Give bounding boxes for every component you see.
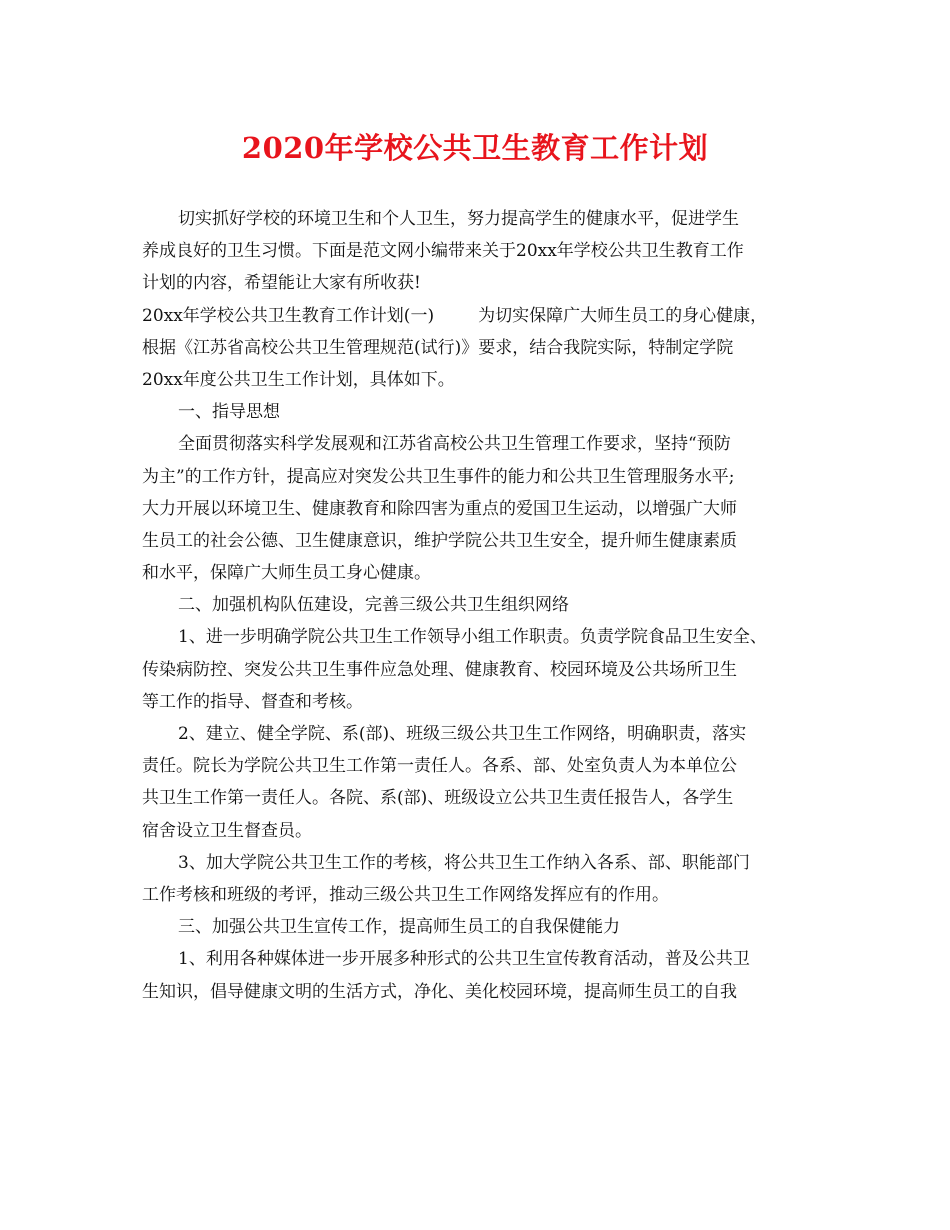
paragraph-line: 根据《江苏省高校公共卫生管理规范(试行)》要求，结合我院实际，特制定学院 <box>142 337 734 358</box>
paragraph-line: 生员工的社会公德、卫生健康意识，维护学院公共卫生安全，提升师生健康素质 <box>142 530 737 551</box>
paragraph-line: 20xx年度公共卫生工作计划，具体如下。 <box>142 369 455 390</box>
paragraph-line: 和水平，保障广大师生员工身心健康。 <box>142 563 431 584</box>
paragraph-line: 等工作的指导、督查和考核。 <box>142 691 363 712</box>
paragraph-line: 大力开展以环境卫生、健康教育和除四害为重点的爱国卫生运动，以增强广大师 <box>142 498 737 519</box>
paragraph-line: 为主”的工作方针，提高应对突发公共卫生事件的能力和公共卫生管理服务水平; <box>142 466 735 487</box>
section-heading: 二、加强机构队伍建设，完善三级公共卫生组织网络 <box>178 595 569 616</box>
paragraph-line: 1、进一步明确学院公共卫生工作领导小组工作职责。负责学院食品卫生安全、 <box>178 627 767 648</box>
paragraph-line: 责任。院长为学院公共卫生工作第一责任人。各系、部、处室负责人为本单位公 <box>142 756 737 777</box>
document-body <box>142 203 822 1008</box>
paragraph-line: 生知识，倡导健康文明的生活方式，净化、美化校园环境，提高师生员工的自我 <box>142 981 737 1002</box>
paragraph-line: 切实抓好学校的环境卫生和个人卫生，努力提高学生的健康水平，促进学生 <box>178 209 739 229</box>
paragraph-line: 养成良好的卫生习惯。下面是范文网小编带来关于20xx年学校公共卫生教育工作 <box>142 241 744 262</box>
paragraph-text: 为切实保障广大师生员工的身心健康， <box>478 305 768 326</box>
paragraph-line: 3、加大学院公共卫生工作的考核，将公共卫生工作纳入各系、部、职能部门 <box>178 852 750 873</box>
section-heading-plan-one: 20xx年学校公共卫生教育工作计划(一) <box>142 305 435 326</box>
paragraph-line: 计划的内容，希望能让大家有所收获! <box>142 273 421 294</box>
paragraph-line: 全面贯彻落实科学发展观和江苏省高校公共卫生管理工作要求，坚持“预防 <box>178 434 731 455</box>
paragraph-line: 2、建立、健全学院、系(部)、班级三级公共卫生工作网络，明确职责，落实 <box>178 724 747 744</box>
section-heading: 三、加强公共卫生宣传工作，提高师生员工的自我保健能力 <box>178 917 620 938</box>
paragraph-line: 传染病防控、突发公共卫生事件应急处理、健康教育、校园环境及公共场所卫生 <box>142 659 737 680</box>
paragraph-line: 共卫生工作第一责任人。各院、系(部)、班级设立公共卫生责任报告人，各学生 <box>142 788 734 809</box>
paragraph-line: 工作考核和班级的考评，推动三级公共卫生工作网络发挥应有的作用。 <box>142 884 669 905</box>
paragraph-line-combined <box>142 300 822 332</box>
document-title: 2020年学校公共卫生教育工作计划 <box>241 131 709 165</box>
section-heading: 一、指导思想 <box>178 402 280 423</box>
paragraph-line: 宿舍设立卫生督查员。 <box>142 820 312 841</box>
paragraph-line: 1、利用各种媒体进一步开展多种形式的公共卫生宣传教育活动，普及公共卫 <box>178 949 750 970</box>
